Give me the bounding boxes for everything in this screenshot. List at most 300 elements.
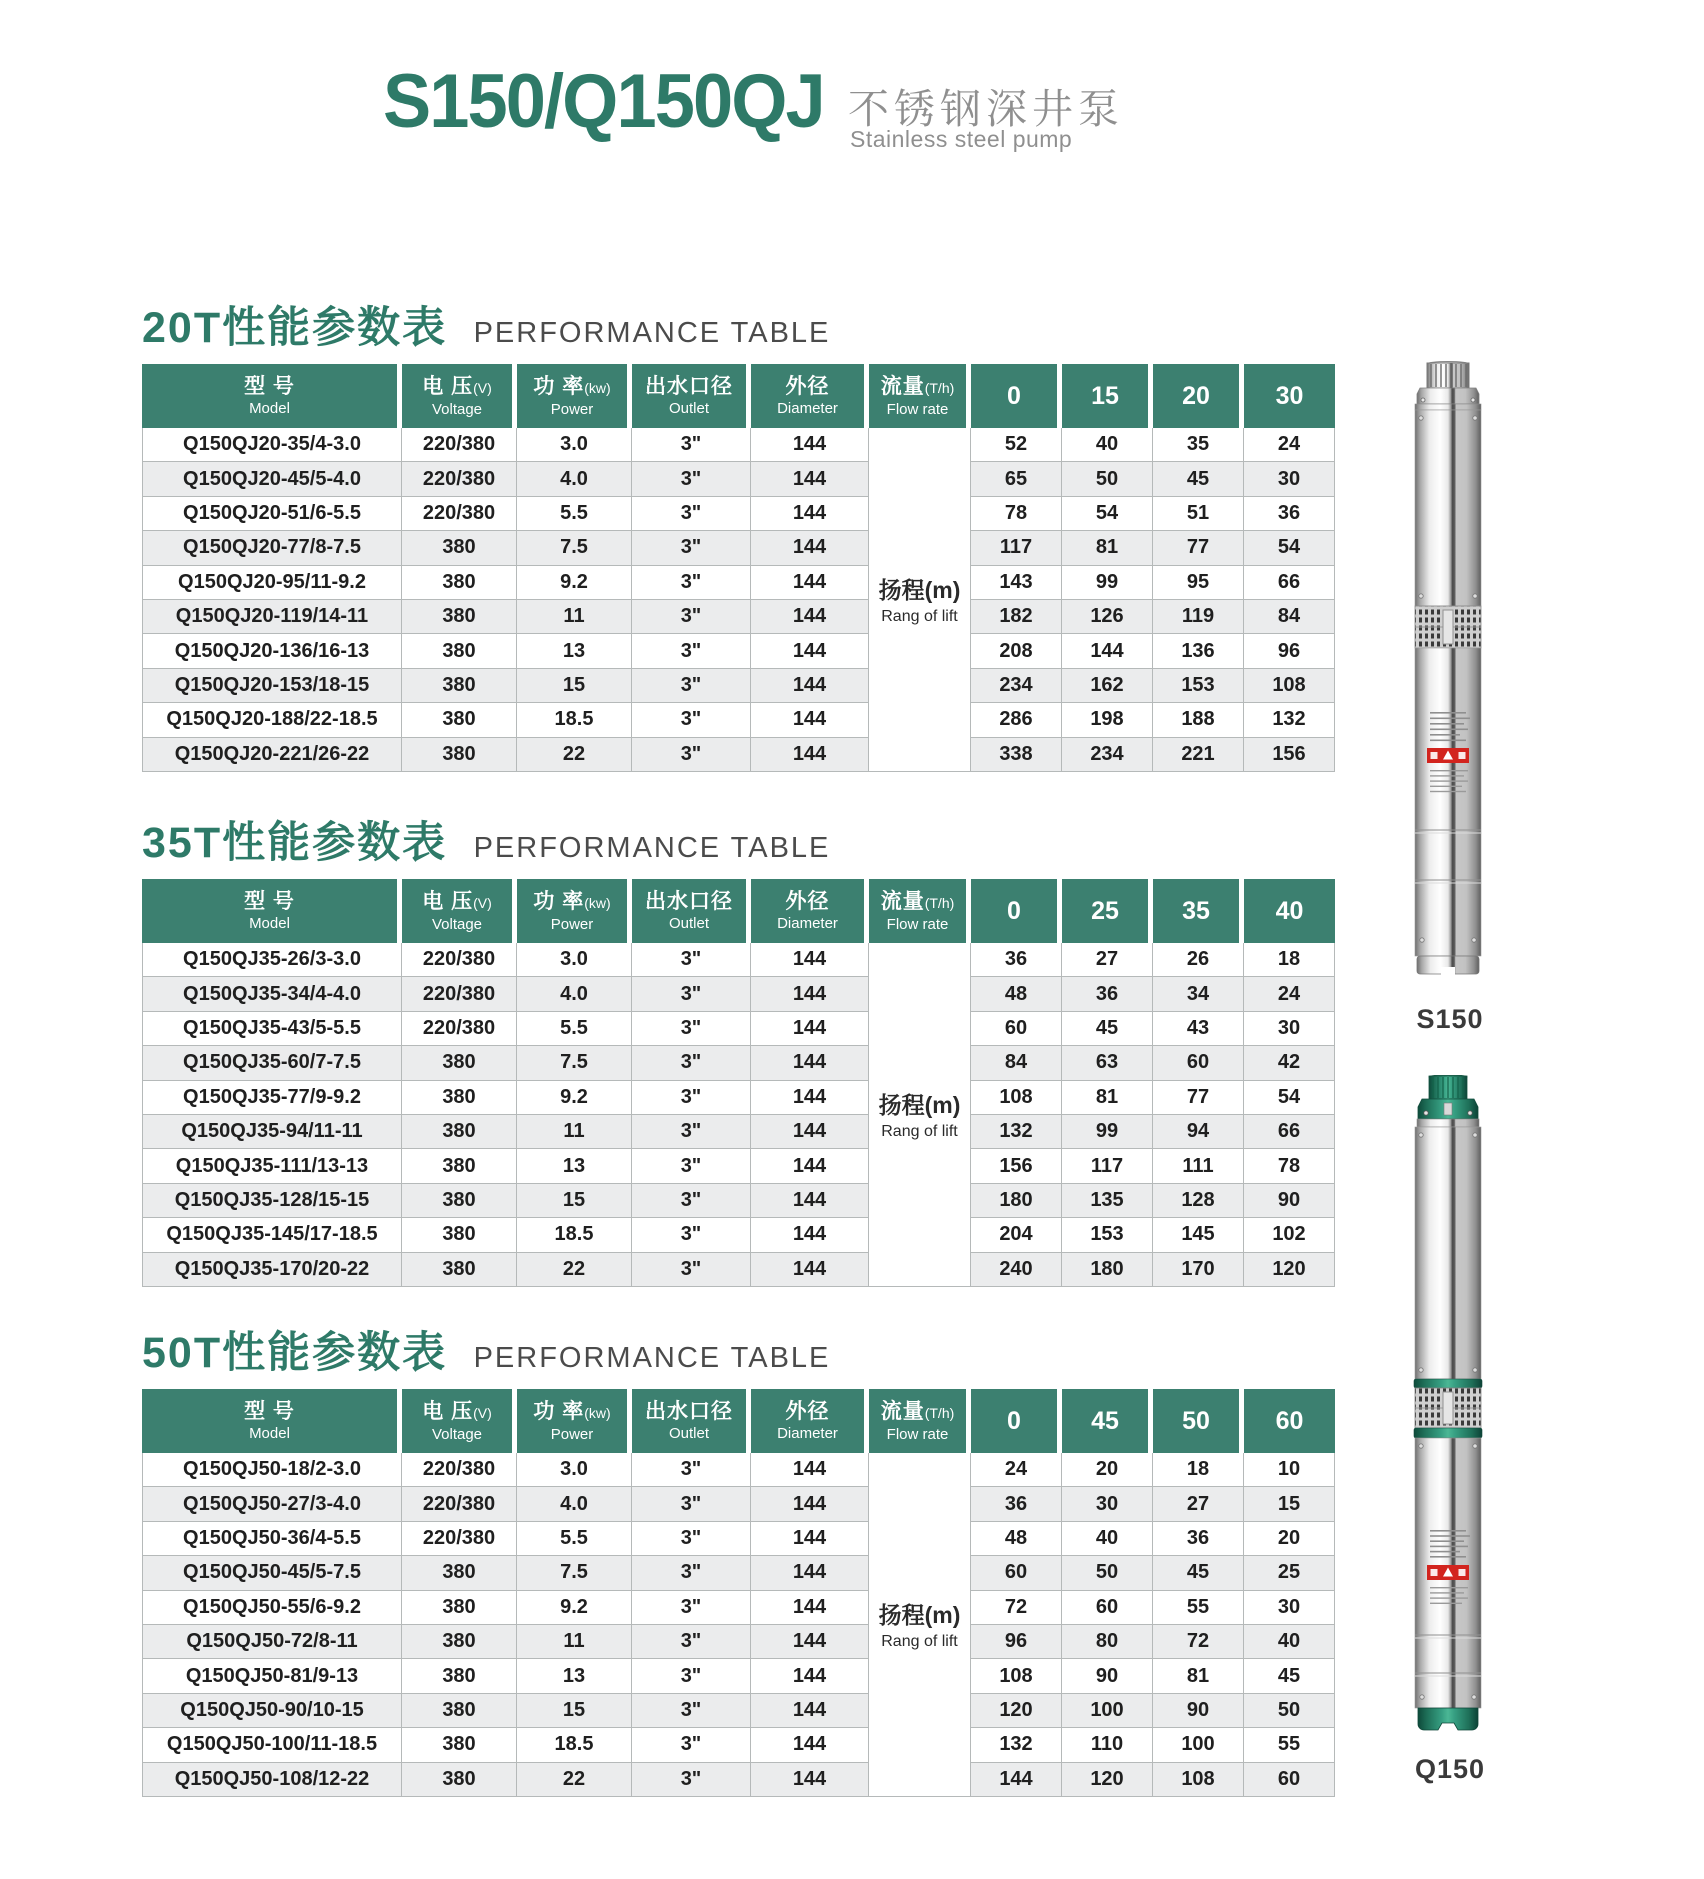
lift-value-cell: 54 — [1244, 531, 1335, 565]
outlet-cell: 3" — [632, 462, 751, 496]
column-header-cn-label: 流量(T/h) — [880, 1399, 955, 1423]
column-header-en-label: Outlet — [668, 1425, 710, 1442]
table-row — [142, 497, 1335, 531]
model-cell: Q150QJ35-145/17-18.5 — [142, 1218, 402, 1252]
lift-value-cell: 108 — [971, 1081, 1062, 1115]
page-title: S150/Q150QJ — [383, 59, 824, 144]
voltage-cell: 380 — [402, 1591, 517, 1625]
column-header-unit-label: (kw) — [584, 379, 611, 396]
lift-value-cell: 42 — [1244, 1046, 1335, 1080]
model-cell: Q150QJ20-136/16-13 — [142, 634, 402, 668]
column-header-en-label: Diameter — [777, 400, 838, 417]
lift-value-cell: 117 — [971, 531, 1062, 565]
lift-merged-cell — [869, 428, 971, 772]
lift-value-cell: 72 — [971, 1591, 1062, 1625]
column-header-unit-label: (T/h) — [924, 379, 955, 396]
lift-value-cell: 10 — [1244, 1453, 1335, 1487]
model-cell: Q150QJ50-108/12-22 — [142, 1763, 402, 1797]
column-header-en-label: Power — [550, 1425, 594, 1443]
s150-pump-label: S150 — [1416, 1004, 1484, 1034]
column-header-unit-label: (T/h) — [924, 1404, 955, 1421]
power-cell: 11 — [517, 600, 632, 634]
lift-value-cell: 63 — [1062, 1046, 1153, 1080]
outlet-cell: 3" — [632, 1728, 751, 1762]
column-header-en-label: Power — [550, 400, 594, 418]
lift-value-cell: 95 — [1153, 566, 1244, 600]
diameter-cell: 144 — [751, 1046, 869, 1080]
column-header-en-label: Model — [249, 915, 290, 932]
model-cell: Q150QJ20-35/4-3.0 — [142, 428, 402, 462]
section-20t-heading-cn: 20T性能参数表 — [142, 304, 448, 352]
outlet-cell: 3" — [632, 497, 751, 531]
column-header — [517, 1389, 632, 1453]
diameter-cell: 144 — [751, 1556, 869, 1590]
outlet-cell: 3" — [632, 669, 751, 703]
voltage-cell: 380 — [402, 703, 517, 737]
lift-value-cell: 45 — [1153, 462, 1244, 496]
diameter-cell: 144 — [751, 1253, 869, 1287]
column-header-unit-label: (kw) — [584, 1404, 611, 1421]
outlet-cell: 3" — [632, 1012, 751, 1046]
table-50t-wrapper — [142, 1389, 1334, 1797]
lift-value-cell: 26 — [1153, 943, 1244, 977]
lift-value-cell: 170 — [1153, 1253, 1244, 1287]
column-header — [142, 1389, 402, 1453]
voltage-cell: 220/380 — [402, 462, 517, 496]
lift-value-cell: 144 — [1062, 634, 1153, 668]
lift-value-cell: 90 — [1244, 1184, 1335, 1218]
voltage-cell: 380 — [402, 1115, 517, 1149]
column-header — [632, 1389, 751, 1453]
lift-value-cell: 60 — [1062, 1591, 1153, 1625]
lift-value-cell: 110 — [1062, 1728, 1153, 1762]
model-cell: Q150QJ20-221/26-22 — [142, 738, 402, 772]
table-35t-wrapper — [142, 879, 1334, 1287]
lift-value-cell: 36 — [971, 1487, 1062, 1521]
flow-rate-column-header: 35 — [1153, 879, 1244, 943]
column-header-en-label: Voltage — [431, 915, 483, 933]
column-header — [632, 364, 751, 428]
flow-rate-column-header: 0 — [971, 1389, 1062, 1453]
column-header-en-label: Diameter — [777, 915, 838, 932]
flow-rate-column-header: 30 — [1244, 364, 1335, 428]
lift-en-label: Rang of lift — [881, 608, 958, 626]
voltage-cell: 380 — [402, 1763, 517, 1797]
lift-value-cell: 234 — [971, 669, 1062, 703]
model-cell: Q150QJ20-95/11-9.2 — [142, 566, 402, 600]
performance-table — [142, 879, 1335, 1287]
lift-value-cell: 132 — [1244, 703, 1335, 737]
lift-value-cell: 50 — [1244, 1694, 1335, 1728]
lift-value-cell: 117 — [1062, 1149, 1153, 1183]
section-35t — [142, 809, 1334, 1287]
table-row — [142, 1046, 1335, 1080]
power-cell: 3.0 — [517, 1453, 632, 1487]
lift-merged-cell — [869, 943, 971, 1287]
power-cell: 13 — [517, 1149, 632, 1183]
column-header-cn-label: 型 号 — [244, 1400, 295, 1423]
column-header-en-label: Model — [249, 400, 290, 417]
power-cell: 18.5 — [517, 1218, 632, 1252]
power-cell: 4.0 — [517, 977, 632, 1011]
s150-pump-figure — [1395, 360, 1505, 1035]
lift-value-cell: 36 — [1062, 977, 1153, 1011]
outlet-cell: 3" — [632, 703, 751, 737]
lift-value-cell: 90 — [1153, 1694, 1244, 1728]
column-header — [402, 1389, 517, 1453]
section-20t — [142, 294, 1334, 772]
voltage-cell: 380 — [402, 1218, 517, 1252]
column-header-cn-label: 电 压(V) — [422, 1399, 492, 1423]
s150-pump-image — [1400, 360, 1500, 985]
lift-value-cell: 84 — [971, 1046, 1062, 1080]
lift-value-cell: 72 — [1153, 1625, 1244, 1659]
column-header-cn-label: 出水口径 — [645, 375, 733, 398]
table-row — [142, 1253, 1335, 1287]
section-35t-heading-en: PERFORMANCE TABLE — [473, 832, 831, 864]
outlet-cell: 3" — [632, 566, 751, 600]
voltage-cell: 380 — [402, 1659, 517, 1693]
column-header-en-label: Power — [550, 915, 594, 933]
lift-value-cell: 77 — [1153, 1081, 1244, 1115]
lift-value-cell: 81 — [1062, 531, 1153, 565]
diameter-cell: 144 — [751, 1453, 869, 1487]
lift-value-cell: 36 — [1244, 497, 1335, 531]
lift-value-cell: 66 — [1244, 1115, 1335, 1149]
column-header-cn-label: 功 率(kw) — [533, 374, 611, 398]
diameter-cell: 144 — [751, 1487, 869, 1521]
diameter-cell: 144 — [751, 1625, 869, 1659]
lift-value-cell: 60 — [971, 1556, 1062, 1590]
diameter-cell: 144 — [751, 566, 869, 600]
model-cell: Q150QJ20-45/5-4.0 — [142, 462, 402, 496]
column-header — [751, 879, 869, 943]
power-cell: 5.5 — [517, 1012, 632, 1046]
outlet-cell: 3" — [632, 1218, 751, 1252]
column-header-cn-label: 流量(T/h) — [880, 889, 955, 913]
voltage-cell: 380 — [402, 669, 517, 703]
model-cell: Q150QJ35-26/3-3.0 — [142, 943, 402, 977]
voltage-cell: 220/380 — [402, 1012, 517, 1046]
lift-value-cell: 128 — [1153, 1184, 1244, 1218]
table-row — [142, 634, 1335, 668]
power-cell: 18.5 — [517, 1728, 632, 1762]
diameter-cell: 144 — [751, 943, 869, 977]
lift-value-cell: 50 — [1062, 462, 1153, 496]
lift-value-cell: 65 — [971, 462, 1062, 496]
lift-value-cell: 20 — [1244, 1522, 1335, 1556]
lift-value-cell: 99 — [1062, 566, 1153, 600]
column-header — [869, 1389, 971, 1453]
voltage-cell: 380 — [402, 1625, 517, 1659]
table-row — [142, 600, 1335, 634]
voltage-cell: 220/380 — [402, 497, 517, 531]
lift-value-cell: 143 — [971, 566, 1062, 600]
section-20t-heading — [142, 294, 1334, 352]
table-row — [142, 1659, 1335, 1693]
model-cell: Q150QJ35-77/9-9.2 — [142, 1081, 402, 1115]
column-header-cn-label: 出水口径 — [645, 890, 733, 913]
diameter-cell: 144 — [751, 531, 869, 565]
lift-value-cell: 108 — [1244, 669, 1335, 703]
outlet-cell: 3" — [632, 1659, 751, 1693]
lift-value-cell: 36 — [971, 943, 1062, 977]
lift-value-cell: 111 — [1153, 1149, 1244, 1183]
lift-value-cell: 80 — [1062, 1625, 1153, 1659]
column-header-en-label: Model — [249, 1425, 290, 1442]
model-cell: Q150QJ20-119/14-11 — [142, 600, 402, 634]
lift-value-cell: 162 — [1062, 669, 1153, 703]
voltage-cell: 380 — [402, 1081, 517, 1115]
table-row — [142, 1115, 1335, 1149]
lift-value-cell: 81 — [1153, 1659, 1244, 1693]
lift-value-cell: 90 — [1062, 1659, 1153, 1693]
column-header-en-label: Flow rate — [886, 915, 949, 933]
flow-rate-column-header: 25 — [1062, 879, 1153, 943]
lift-value-cell: 27 — [1153, 1487, 1244, 1521]
outlet-cell: 3" — [632, 1522, 751, 1556]
table-row — [142, 943, 1335, 977]
model-cell: Q150QJ35-111/13-13 — [142, 1149, 402, 1183]
lift-value-cell: 102 — [1244, 1218, 1335, 1252]
column-header — [517, 879, 632, 943]
table-row — [142, 1763, 1335, 1797]
outlet-cell: 3" — [632, 1115, 751, 1149]
lift-value-cell: 156 — [971, 1149, 1062, 1183]
lift-value-cell: 240 — [971, 1253, 1062, 1287]
outlet-cell: 3" — [632, 1694, 751, 1728]
model-cell: Q150QJ35-43/5-5.5 — [142, 1012, 402, 1046]
lift-value-cell: 96 — [971, 1625, 1062, 1659]
model-cell: Q150QJ20-188/22-18.5 — [142, 703, 402, 737]
lift-value-cell: 48 — [971, 977, 1062, 1011]
column-header-cn-label: 外径 — [785, 375, 830, 398]
model-cell: Q150QJ50-36/4-5.5 — [142, 1522, 402, 1556]
diameter-cell: 144 — [751, 497, 869, 531]
column-header — [402, 364, 517, 428]
lift-value-cell: 338 — [971, 738, 1062, 772]
voltage-cell: 380 — [402, 1149, 517, 1183]
column-header — [142, 364, 402, 428]
lift-value-cell: 54 — [1244, 1081, 1335, 1115]
table-row — [142, 738, 1335, 772]
outlet-cell: 3" — [632, 634, 751, 668]
table-row — [142, 1487, 1335, 1521]
lift-value-cell: 221 — [1153, 738, 1244, 772]
diameter-cell: 144 — [751, 1522, 869, 1556]
voltage-cell: 220/380 — [402, 943, 517, 977]
page-subtitle-cn: 不锈钢深井泵 — [848, 86, 1124, 132]
lift-value-cell: 96 — [1244, 634, 1335, 668]
column-header — [751, 364, 869, 428]
table-20t-wrapper — [142, 364, 1334, 772]
performance-table — [142, 1389, 1335, 1797]
lift-value-cell: 78 — [1244, 1149, 1335, 1183]
q150-pump-image — [1400, 1075, 1500, 1735]
outlet-cell: 3" — [632, 977, 751, 1011]
lift-value-cell: 78 — [971, 497, 1062, 531]
section-50t-heading-en: PERFORMANCE TABLE — [473, 1342, 831, 1374]
table-row — [142, 1728, 1335, 1762]
voltage-cell: 380 — [402, 1253, 517, 1287]
lift-value-cell: 45 — [1062, 1012, 1153, 1046]
diameter-cell: 144 — [751, 1012, 869, 1046]
model-cell: Q150QJ50-55/6-9.2 — [142, 1591, 402, 1625]
page-subtitle-en: Stainless steel pump — [850, 126, 1073, 152]
table-row — [142, 1453, 1335, 1487]
column-header-cn-label: 电 压(V) — [422, 889, 492, 913]
outlet-cell: 3" — [632, 1591, 751, 1625]
lift-value-cell: 84 — [1244, 600, 1335, 634]
section-50t-heading — [142, 1319, 1334, 1377]
lift-value-cell: 55 — [1244, 1728, 1335, 1762]
table-row — [142, 428, 1335, 462]
lift-value-cell: 51 — [1153, 497, 1244, 531]
power-cell: 7.5 — [517, 531, 632, 565]
flow-rate-column-header: 20 — [1153, 364, 1244, 428]
table-row — [142, 1218, 1335, 1252]
lift-value-cell: 60 — [971, 1012, 1062, 1046]
table-row — [142, 566, 1335, 600]
outlet-cell: 3" — [632, 600, 751, 634]
lift-value-cell: 40 — [1062, 1522, 1153, 1556]
model-cell: Q150QJ20-153/18-15 — [142, 669, 402, 703]
diameter-cell: 144 — [751, 1149, 869, 1183]
outlet-cell: 3" — [632, 531, 751, 565]
column-header-unit-label: (V) — [473, 1404, 492, 1421]
table-row — [142, 1012, 1335, 1046]
lift-value-cell: 153 — [1062, 1218, 1153, 1252]
column-header-cn-label: 电 压(V) — [422, 374, 492, 398]
lift-value-cell: 119 — [1153, 600, 1244, 634]
lift-value-cell: 30 — [1244, 1591, 1335, 1625]
column-header-cn-label: 出水口径 — [645, 1400, 733, 1423]
power-cell: 7.5 — [517, 1556, 632, 1590]
lift-value-cell: 145 — [1153, 1218, 1244, 1252]
outlet-cell: 3" — [632, 1046, 751, 1080]
power-cell: 13 — [517, 634, 632, 668]
table-row — [142, 1149, 1335, 1183]
diameter-cell: 144 — [751, 462, 869, 496]
outlet-cell: 3" — [632, 1487, 751, 1521]
lift-value-cell: 24 — [1244, 428, 1335, 462]
column-header-en-label: Flow rate — [886, 400, 949, 418]
voltage-cell: 220/380 — [402, 428, 517, 462]
lift-value-cell: 135 — [1062, 1184, 1153, 1218]
table-row — [142, 1625, 1335, 1659]
table-row — [142, 462, 1335, 496]
power-cell: 3.0 — [517, 428, 632, 462]
power-cell: 9.2 — [517, 1081, 632, 1115]
table-row — [142, 1081, 1335, 1115]
lift-value-cell: 50 — [1062, 1556, 1153, 1590]
voltage-cell: 220/380 — [402, 1453, 517, 1487]
voltage-cell: 380 — [402, 1556, 517, 1590]
lift-value-cell: 18 — [1153, 1453, 1244, 1487]
diameter-cell: 144 — [751, 669, 869, 703]
voltage-cell: 380 — [402, 600, 517, 634]
model-cell: Q150QJ35-60/7-7.5 — [142, 1046, 402, 1080]
power-cell: 7.5 — [517, 1046, 632, 1080]
column-header-en-label: Outlet — [668, 915, 710, 932]
lift-value-cell: 40 — [1244, 1625, 1335, 1659]
lift-cn-label: 扬程(m) — [878, 1092, 961, 1119]
lift-value-cell: 99 — [1062, 1115, 1153, 1149]
power-cell: 13 — [517, 1659, 632, 1693]
lift-value-cell: 120 — [971, 1694, 1062, 1728]
lift-value-cell: 20 — [1062, 1453, 1153, 1487]
outlet-cell: 3" — [632, 1081, 751, 1115]
lift-value-cell: 30 — [1062, 1487, 1153, 1521]
lift-en-label: Rang of lift — [881, 1633, 958, 1651]
column-header — [869, 879, 971, 943]
column-header-cn-label: 功 率(kw) — [533, 1399, 611, 1423]
power-cell: 11 — [517, 1115, 632, 1149]
lift-value-cell: 66 — [1244, 566, 1335, 600]
voltage-cell: 220/380 — [402, 1522, 517, 1556]
column-header-unit-label: (T/h) — [924, 894, 955, 911]
table-row — [142, 1556, 1335, 1590]
lift-value-cell: 100 — [1062, 1694, 1153, 1728]
voltage-cell: 220/380 — [402, 977, 517, 1011]
q150-pump-label: Q150 — [1414, 1754, 1486, 1784]
lift-value-cell: 182 — [971, 600, 1062, 634]
column-header-cn-label: 流量(T/h) — [880, 374, 955, 398]
column-header-unit-label: (kw) — [584, 894, 611, 911]
column-header-cn-label: 外径 — [785, 1400, 830, 1423]
lift-value-cell: 60 — [1244, 1763, 1335, 1797]
voltage-cell: 380 — [402, 1184, 517, 1218]
section-35t-heading-cn: 35T性能参数表 — [142, 819, 448, 867]
diameter-cell: 144 — [751, 1591, 869, 1625]
lift-value-cell: 24 — [1244, 977, 1335, 1011]
power-cell: 18.5 — [517, 703, 632, 737]
diameter-cell: 144 — [751, 1659, 869, 1693]
column-header-en-label: Flow rate — [886, 1425, 949, 1443]
outlet-cell: 3" — [632, 738, 751, 772]
section-50t — [142, 1319, 1334, 1797]
lift-value-cell: 208 — [971, 634, 1062, 668]
voltage-cell: 380 — [402, 738, 517, 772]
column-header-cn-label: 型 号 — [244, 890, 295, 913]
outlet-cell: 3" — [632, 1253, 751, 1287]
power-cell: 9.2 — [517, 1591, 632, 1625]
flow-rate-column-header: 0 — [971, 364, 1062, 428]
column-header — [517, 364, 632, 428]
lift-value-cell: 45 — [1153, 1556, 1244, 1590]
column-header — [632, 879, 751, 943]
lift-value-cell: 24 — [971, 1453, 1062, 1487]
column-header — [142, 879, 402, 943]
lift-value-cell: 40 — [1062, 428, 1153, 462]
diameter-cell: 144 — [751, 1218, 869, 1252]
lift-value-cell: 234 — [1062, 738, 1153, 772]
section-50t-heading-cn: 50T性能参数表 — [142, 1329, 448, 1377]
lift-value-cell: 34 — [1153, 977, 1244, 1011]
diameter-cell: 144 — [751, 738, 869, 772]
lift-value-cell: 120 — [1062, 1763, 1153, 1797]
power-cell: 15 — [517, 1694, 632, 1728]
lift-value-cell: 25 — [1244, 1556, 1335, 1590]
lift-value-cell: 180 — [1062, 1253, 1153, 1287]
outlet-cell: 3" — [632, 1453, 751, 1487]
lift-value-cell: 30 — [1244, 1012, 1335, 1046]
voltage-cell: 380 — [402, 566, 517, 600]
flow-rate-column-header: 0 — [971, 879, 1062, 943]
voltage-cell: 380 — [402, 1728, 517, 1762]
outlet-cell: 3" — [632, 1184, 751, 1218]
lift-value-cell: 27 — [1062, 943, 1153, 977]
